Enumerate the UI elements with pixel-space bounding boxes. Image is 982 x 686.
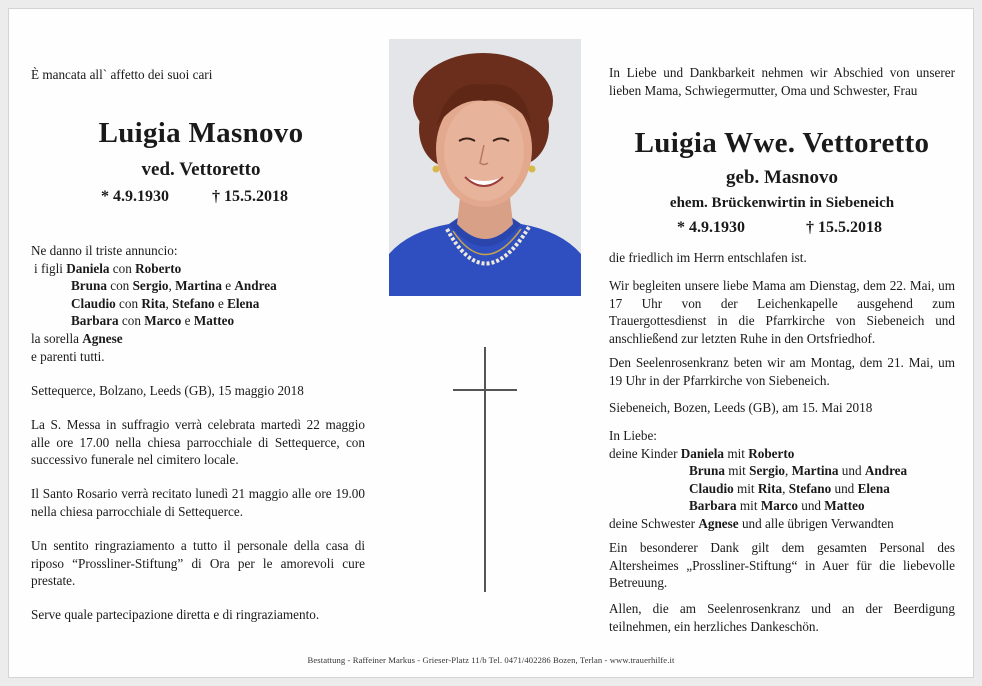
left-intro: È mancata all` affetto dei suoi cari xyxy=(31,67,213,82)
right-child-entry: Claudio mit Rita, Stefano und Elena xyxy=(689,480,890,496)
partner-name: Marco xyxy=(144,313,182,329)
child-name: Daniela xyxy=(66,260,110,276)
child-name: Claudio xyxy=(71,295,116,311)
right-death-date: † 15.5.2018 xyxy=(806,219,882,236)
right-children-list xyxy=(609,445,959,515)
right-child-row xyxy=(609,480,959,498)
right-child-row xyxy=(609,445,959,463)
partner-name: Roberto xyxy=(135,260,182,276)
left-death-date: † 15.5.2018 xyxy=(212,188,288,205)
partner-name: Andrea xyxy=(864,463,908,479)
left-sister-name: Agnese xyxy=(82,330,123,346)
partner-name: Matteo xyxy=(824,498,865,514)
right-child-row xyxy=(609,497,959,515)
left-family-block xyxy=(31,242,371,365)
right-deceased-name: Luigia Wwe. Vettoretto xyxy=(634,127,930,159)
left-child-row xyxy=(31,260,371,278)
right-place-date: Siebeneich, Bozen, Leeds (GB), am 15. Mai 2018 xyxy=(609,400,873,415)
right-children-prefix: deine Kinder xyxy=(609,445,678,461)
funeral-home-footer: Bestattung - Raffeiner Markus - Grieser-Platz 11/b Tel. 0471/402286 Bozen, Terlan - www.trauerhilfe.it xyxy=(307,655,675,665)
right-child-entry: Barbara mit Marco und Matteo xyxy=(689,498,865,514)
left-child-entry: Claudio con Rita, Stefano e Elena xyxy=(71,295,260,311)
partner-name: Elena xyxy=(857,480,890,496)
left-child-row xyxy=(31,312,371,330)
left-child-row xyxy=(31,277,371,295)
left-child-entry: Daniela con Roberto xyxy=(66,260,182,276)
left-relatives: e parenti tutti. xyxy=(31,348,105,364)
right-in-love: In Liebe: xyxy=(609,428,657,443)
right-thanks: Ein besonderer Dank gilt dem gesamten Personal des Altersheimes „Prossliner-Stiftung“ in Auer für die liebevolle Betreuung. xyxy=(609,540,955,591)
right-closing: Allen, die am Seelenrosenkranz und an der Beerdigung teilnehmen, ein herzliches Dankeschön. xyxy=(609,601,955,634)
right-child-entry: Daniela mit Roberto xyxy=(680,445,795,461)
right-rosary: Den Seelenrosenkranz beten wir am Montag, dem 21. Mai, um 19 Uhr in der Pfarrkirche von Siebeneich. xyxy=(609,355,955,388)
partner-name: Andrea xyxy=(234,278,277,294)
right-maiden-name: geb. Masnovo xyxy=(726,167,838,188)
child-name: Barbara xyxy=(689,498,737,514)
right-occupation: ehem. Brückenwirtin in Siebeneich xyxy=(669,195,895,211)
partner-name: Matteo xyxy=(193,313,235,329)
child-name: Bruna xyxy=(689,463,725,479)
obituary-card xyxy=(8,8,974,678)
partner-name: Stefano xyxy=(172,295,215,311)
partner-name: Sergio xyxy=(132,278,169,294)
right-family-block xyxy=(609,427,959,533)
partner-name: Martina xyxy=(791,463,839,479)
partner-name: Martina xyxy=(175,278,222,294)
child-name: Bruna xyxy=(71,278,107,294)
left-child-row xyxy=(31,295,371,313)
partner-name: Sergio xyxy=(749,463,786,479)
right-birth-date: * 4.9.1930 xyxy=(677,219,745,236)
left-mass: La S. Messa in suffragio verrà celebrata martedì 22 maggio alle ore 17.00 nella chiesa parrocchiale di Settequerce, con successivo funerale nel cimitero locale. xyxy=(31,417,365,468)
deceased-photo xyxy=(389,39,581,296)
child-name: Daniela xyxy=(680,445,725,461)
left-place-date: Settequerce, Bolzano, Leeds (GB), 15 maggio 2018 xyxy=(31,383,304,398)
left-children-prefix: i figli xyxy=(34,260,63,276)
right-child-entry: Bruna mit Sergio, Martina und Andrea xyxy=(689,463,908,479)
child-name: Claudio xyxy=(689,480,734,496)
left-child-entry: Bruna con Sergio, Martina e Andrea xyxy=(71,278,277,294)
partner-name: Rita xyxy=(141,295,166,311)
left-sister-line: la sorella Agnese xyxy=(31,330,123,346)
left-deceased-name: Luigia Masnovo xyxy=(98,117,304,149)
right-sister-name: Agnese xyxy=(698,515,739,531)
partner-name: Rita xyxy=(757,480,783,496)
right-passed: die friedlich im Herrn entschlafen ist. xyxy=(609,250,807,265)
right-child-row xyxy=(609,462,959,480)
partner-name: Roberto xyxy=(748,445,795,461)
right-intro: In Liebe und Dankbarkeit nehmen wir Abschied von unserer lieben Mama, Schwiegermutter, Oma und Schwester, Frau xyxy=(609,65,955,98)
child-name: Barbara xyxy=(71,313,119,329)
left-maiden-name: ved. Vettoretto xyxy=(141,159,261,180)
left-rosary: Il Santo Rosario verrà recitato lunedì 21 maggio alle ore 19.00 nella chiesa parrocchiale di Settequerce. xyxy=(31,486,365,519)
cross-icon xyxy=(453,347,517,592)
left-closing: Serve quale partecipazione diretta e di ringraziamento. xyxy=(31,607,320,622)
partner-name: Marco xyxy=(760,498,798,514)
left-child-entry: Barbara con Marco e Matteo xyxy=(71,313,235,329)
left-announce: Ne danno il triste annuncio: xyxy=(31,243,178,258)
left-thanks: Un sentito ringraziamento a tutto il personale della casa di riposo “Prossliner-Stiftung” di Ora per le amorevoli cure prestate. xyxy=(31,538,365,589)
partner-name: Elena xyxy=(227,295,260,311)
partner-name: Stefano xyxy=(788,480,832,496)
right-sister-line: deine Schwester Agnese und alle übrigen Verwandten xyxy=(609,515,894,531)
left-children-list xyxy=(31,260,371,330)
left-birth-date: * 4.9.1930 xyxy=(101,188,169,205)
portrait-image xyxy=(389,39,581,296)
right-funeral: Wir begleiten unsere liebe Mama am Dienstag, dem 22. Mai, um 17 Uhr von der Leichenkapelle ausgehend zum Trauergottesdienst in die Pfarrkirche von Siebeneich und anschließend zur letzten Ruhe in den Ortsfriedhof. xyxy=(609,278,955,346)
